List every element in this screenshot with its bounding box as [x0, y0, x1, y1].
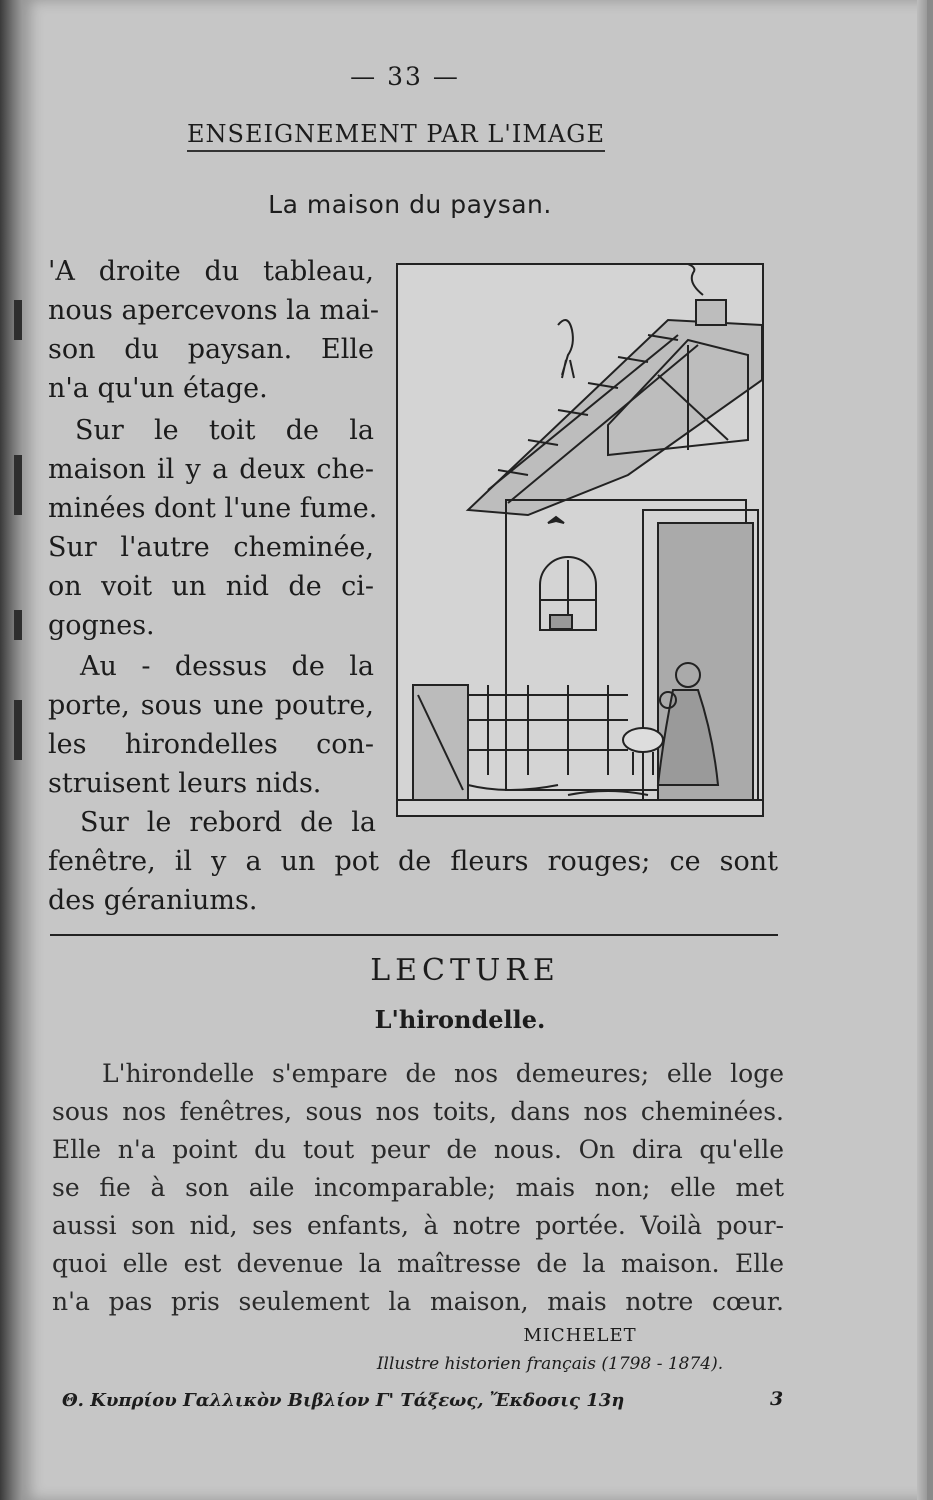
- text-line: nous apercevons la mai-: [48, 295, 379, 326]
- page-tab-mark: [14, 300, 22, 340]
- lecture-heading: LECTURE: [370, 953, 560, 988]
- text-line: gognes.: [48, 610, 155, 641]
- section-heading: ENSEIGNEMENT PAR L'IMAGE: [187, 120, 605, 152]
- text-line: quoi elle est devenue la maîtresse de la maison. Elle: [52, 1249, 784, 1278]
- author-note: Illustre historien français (1798 - 1874).: [376, 1354, 724, 1374]
- text-line: 'A droite du tableau,: [48, 256, 374, 287]
- page-edge: [917, 0, 927, 1500]
- lecture-title: L'hirondelle.: [374, 1005, 546, 1034]
- text-line: n'a pas pris seulement la maison, mais notre cœur.: [52, 1287, 784, 1316]
- text-line: fenêtre, il y a un pot de fleurs rouges; ce sont: [48, 846, 778, 877]
- text-line: les hirondelles con-: [48, 729, 374, 760]
- house-illustration: [396, 263, 764, 817]
- section-divider: [50, 934, 778, 936]
- text-line: Elle n'a point du tout peur de nous. On dira qu'elle: [52, 1135, 784, 1164]
- text-line: aussi son nid, ses enfants, à notre portée. Voilà pour-: [52, 1211, 784, 1240]
- house-drawing: [398, 265, 762, 815]
- text-line: se fie à son aile incomparable; mais non; elle met: [52, 1173, 784, 1202]
- text-line: struisent leurs nids.: [48, 768, 322, 799]
- text-line: n'a qu'un étage.: [48, 373, 268, 404]
- text-line: on voit un nid de ci-: [48, 571, 374, 602]
- text-line: Sur l'autre cheminée,: [48, 532, 374, 563]
- text-line: sous nos fenêtres, sous nos toits, dans nos cheminées.: [52, 1097, 784, 1126]
- signature-number: 3: [770, 1388, 784, 1410]
- lesson-title: La maison du paysan.: [268, 190, 552, 219]
- text-line: des géraniums.: [48, 885, 258, 916]
- text-line: L'hirondelle s'empare de nos demeures; elle loge: [102, 1059, 784, 1088]
- text-line: porte, sous une poutre,: [48, 690, 374, 721]
- page-tab-mark: [14, 700, 22, 760]
- page-number: — 33 —: [350, 62, 460, 91]
- page-tab-mark: [14, 455, 22, 515]
- page-footer: Θ. Κυπρίου Γαλλικὸν Βιβλίον Γ' Τάξεως, Ἔκδοσις 13η: [62, 1390, 625, 1411]
- text-line: Au - dessus de la: [80, 651, 374, 682]
- text-line: minées dont l'une fume.: [48, 493, 378, 524]
- page-tab-mark: [14, 610, 22, 640]
- text-line: maison il y a deux che-: [48, 454, 374, 485]
- text-line: Sur le rebord de la: [80, 807, 376, 838]
- text-line: son du paysan. Elle: [48, 334, 374, 365]
- author-name: MICHELET: [523, 1325, 637, 1346]
- text-line: Sur le toit de la: [75, 415, 374, 446]
